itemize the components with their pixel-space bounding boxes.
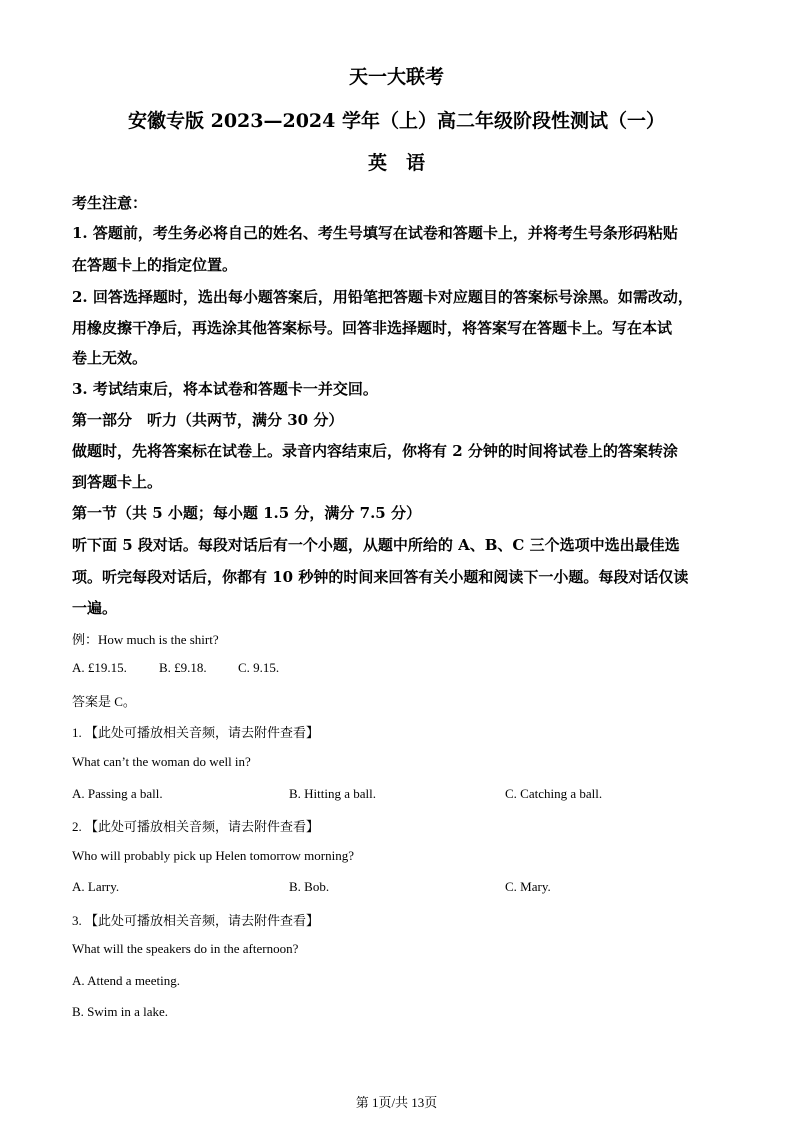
q2-audio-note: 2. 【此处可播放相关音频，请去附件查看】: [72, 819, 320, 834]
exam-title: 安徽专版 2023—2024 学年（上）高二年级阶段性测试（一）: [128, 110, 665, 132]
q1-text: What can’t the woman do well in?: [72, 754, 251, 769]
q1-option-a: A. Passing a ball.: [72, 786, 163, 801]
q3-audio-note: 3. 【此处可播放相关音频，请去附件查看】: [72, 913, 320, 928]
q1-option-b: B. Hitting a ball.: [289, 786, 377, 801]
notice-item-1: 1. 答题前，考生务必将自己的姓名、考生号填写在试卷和答题卡上，并将考生号条形码粘贴: [72, 224, 678, 242]
example-answer: 答案是 C。: [72, 694, 136, 709]
notice-item-2: 2. 回答选择题时，选出每小题答案后，用铅笔把答题卡对应题目的答案标号涂黑。如需改动，: [72, 288, 693, 306]
page-number: 第 1页/共 13页: [355, 1095, 438, 1110]
q2-text: Who will probably pick up Helen tomorrow morning?: [72, 848, 354, 863]
subject-title: 英 语: [367, 152, 425, 174]
q3-option-b: B. Swim in a lake.: [72, 1004, 169, 1019]
example-option-c: C. 9.15.: [238, 660, 280, 675]
part1-intro: 做题时，先将答案标在试卷上。录音内容结束后，你将有 2 分钟的时间将试卷上的答案转涂: [72, 442, 678, 460]
notice-item-1-cont: 在答题卡上的指定位置。: [72, 256, 238, 274]
example-option-a: A. £19.15.: [72, 660, 127, 675]
org-title: 天一大联考: [348, 66, 444, 88]
section1-instructions-cont: 项。听完每段对话后，你都有 10 秒钟的时间来回答有关小题和阅读下一小题。每段对话仅读: [72, 568, 689, 586]
notice-heading: 考生注意：: [72, 194, 148, 212]
notice-item-2-cont: 用橡皮擦干净后，再选涂其他答案标号。回答非选择题时，将答案写在答题卡上。写在本试: [72, 319, 673, 337]
section1-heading: 第一节（共 5 小题；每小题 1.5 分，满分 7.5 分）: [72, 504, 421, 522]
q2-option-b: B. Bob.: [289, 879, 330, 894]
part1-intro-cont: 到答题卡上。: [72, 473, 163, 491]
q1-option-c: C. Catching a ball.: [505, 786, 603, 801]
example-question: 例：How much is the shirt?: [72, 632, 219, 647]
q3-text: What will the speakers do in the afternoon?: [72, 941, 299, 956]
part1-heading: 第一部分 听力（共两节，满分 30 分）: [72, 411, 344, 429]
q3-option-a: A. Attend a meeting.: [72, 973, 180, 988]
section1-instructions: 听下面 5 段对话。每段对话后有一个小题，从题中所给的 A、B、C 三个选项中选出最佳选: [72, 536, 680, 554]
q2-option-a: A. Larry.: [72, 879, 120, 894]
example-option-b: B. £9.18.: [159, 660, 207, 675]
notice-item-2-cont2: 卷上无效。: [72, 349, 148, 367]
q2-option-c: C. Mary.: [505, 879, 551, 894]
notice-item-3: 3. 考试结束后，将本试卷和答题卡一并交回。: [72, 380, 378, 398]
q1-audio-note: 1. 【此处可播放相关音频，请去附件查看】: [72, 725, 320, 740]
section1-instructions-cont2: 一遍。: [72, 599, 118, 617]
